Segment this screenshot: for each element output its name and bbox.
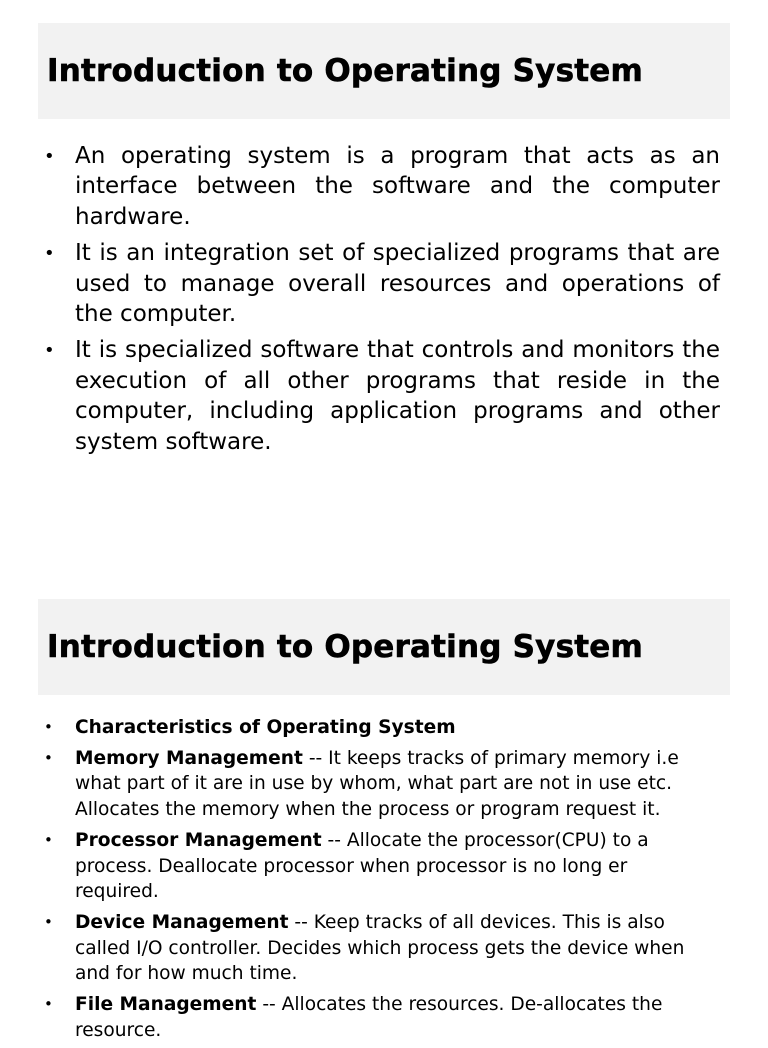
slide-1-bullet-item bbox=[44, 141, 720, 232]
slide-2-bullet-list bbox=[44, 715, 710, 1048]
bullet-icon: • bbox=[44, 243, 55, 265]
slide-2 bbox=[0, 599, 768, 1041]
bullet-icon: • bbox=[44, 718, 53, 736]
slide-1-bullet-item bbox=[44, 238, 720, 329]
item-text: -- Allocate the processor(CPU) to a process. Deallocate processor when processor is no long er required. bbox=[75, 829, 649, 903]
bullet-icon: • bbox=[44, 830, 53, 849]
item-text: -- Allocates the resources. De-allocates the resource. bbox=[75, 994, 663, 1041]
bullet-icon: • bbox=[44, 748, 53, 767]
slide-1-bullet-list bbox=[44, 141, 720, 463]
bullet-text: It is specialized software that controls and monitors the execution of all other programs that reside in the computer, including application programs and other system software. bbox=[75, 337, 720, 455]
bullet-text: It is an integration set of specialized programs that are used to manage overall resources and operations of the computer. bbox=[75, 240, 720, 328]
slide-1-title-bar bbox=[38, 23, 730, 119]
characteristics-heading: Characteristics of Operating System bbox=[75, 717, 456, 738]
item-term: Memory Management bbox=[75, 747, 303, 769]
item-term: File Management bbox=[75, 994, 257, 1016]
item-text: -- Keep tracks of all devices. This is also called I/O controller. Decides which process gets the device when and for how much time. bbox=[75, 911, 685, 985]
bullet-icon: • bbox=[44, 340, 55, 362]
slide-2-title-bar bbox=[38, 599, 730, 695]
bullet-icon: • bbox=[44, 146, 55, 167]
item-term: Device Management bbox=[75, 911, 289, 933]
slide-1-bullet-item bbox=[44, 335, 720, 457]
bullet-icon: • bbox=[44, 912, 53, 931]
slide-2-bullet-item bbox=[44, 746, 710, 823]
slide-2-bullet-item bbox=[44, 910, 710, 987]
item-term: Processor Management bbox=[75, 829, 322, 851]
bullet-text: An operating system is a program that acts as an interface between the software and the computer hardware. bbox=[75, 143, 720, 230]
slide-1-title: Introduction to Operating System bbox=[47, 53, 643, 89]
item-text: -- It keeps tracks of primary memory i.e what part of it are in use by whom, what part are not in use etc. Allocates the memory when the process or program request it. bbox=[75, 747, 679, 821]
slide-2-bullet-item bbox=[44, 828, 710, 905]
slide-2-bullet-item bbox=[44, 992, 710, 1043]
slide-2-title: Introduction to Operating System bbox=[47, 629, 643, 665]
bullet-icon: • bbox=[44, 995, 53, 1014]
slide-2-heading-item bbox=[44, 715, 710, 741]
